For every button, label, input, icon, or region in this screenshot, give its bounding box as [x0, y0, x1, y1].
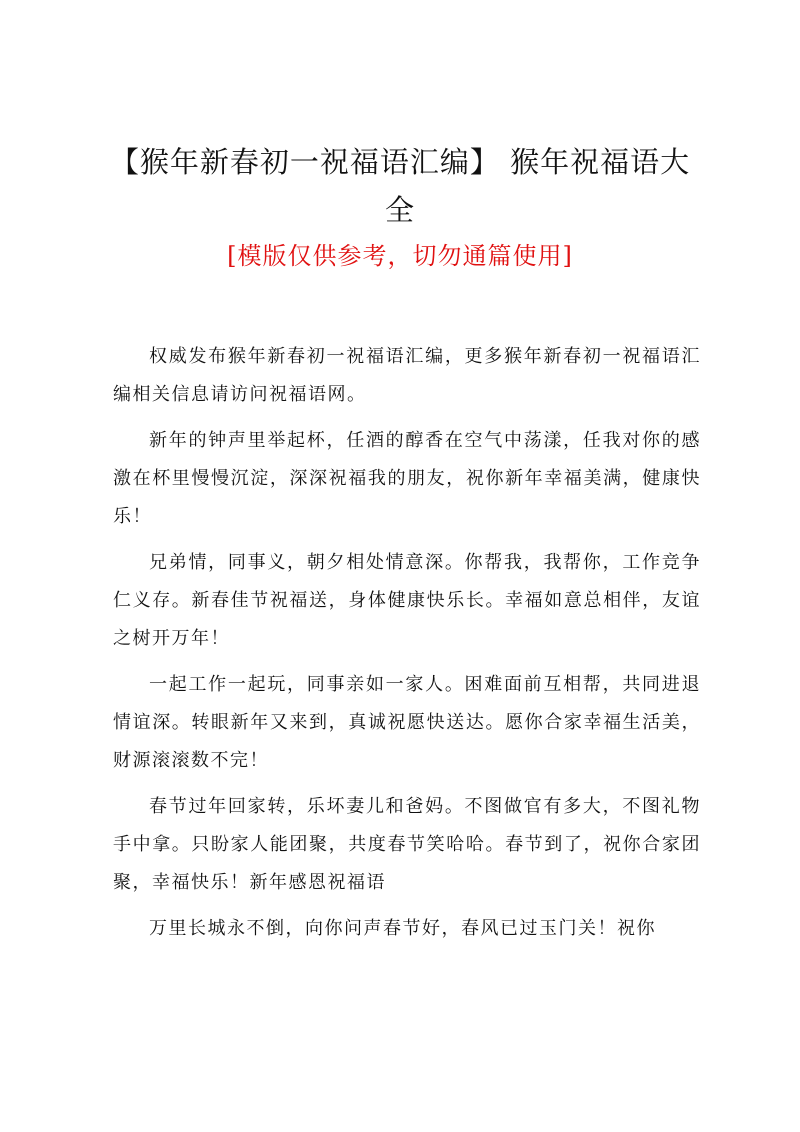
paragraph-4: 一起工作一起玩，同事亲如一家人。困难面前互相帮，共同进退情谊深。转眼新年又来到，真诚祝愿快送达。愿你合家幸福生活美，财源滚滚数不完！ — [113, 674, 701, 771]
paragraph-6: 万里长城永不倒，向你问声春节好，春风已过玉门关！祝你 — [149, 918, 656, 939]
paragraph-2: 新年的钟声里举起杯，任酒的醇香在空气中荡漾，任我对你的感激在杯里慢慢沉淀，深深祝福我的朋友，祝你新年幸福美满，健康快乐！ — [113, 430, 701, 527]
paragraph-5: 春节过年回家转，乐坏妻儿和爸妈。不图做官有多大，不图礼物手中拿。只盼家人能团聚，共度春节笑哈哈。春节到了，祝你合家团聚，幸福快乐！新年感恩祝福语 — [113, 796, 701, 893]
paragraph-3: 兄弟情，同事义，朝夕相处情意深。你帮我，我帮你，工作竞争仁义存。新春佳节祝福送，身体健康快乐长。幸福如意总相伴，友谊之树开万年！ — [113, 552, 701, 649]
document-title: 【猴年新春初一祝福语汇编】 猴年祝福语大全 — [109, 145, 691, 227]
paragraph-1: 权威发布猴年新春初一祝福语汇编，更多猴年新春初一祝福语汇编相关信息请访问祝福语网。 — [113, 346, 701, 405]
template-notice: [模版仅供参考，切勿通篇使用] — [227, 242, 573, 270]
document-body — [113, 338, 701, 956]
